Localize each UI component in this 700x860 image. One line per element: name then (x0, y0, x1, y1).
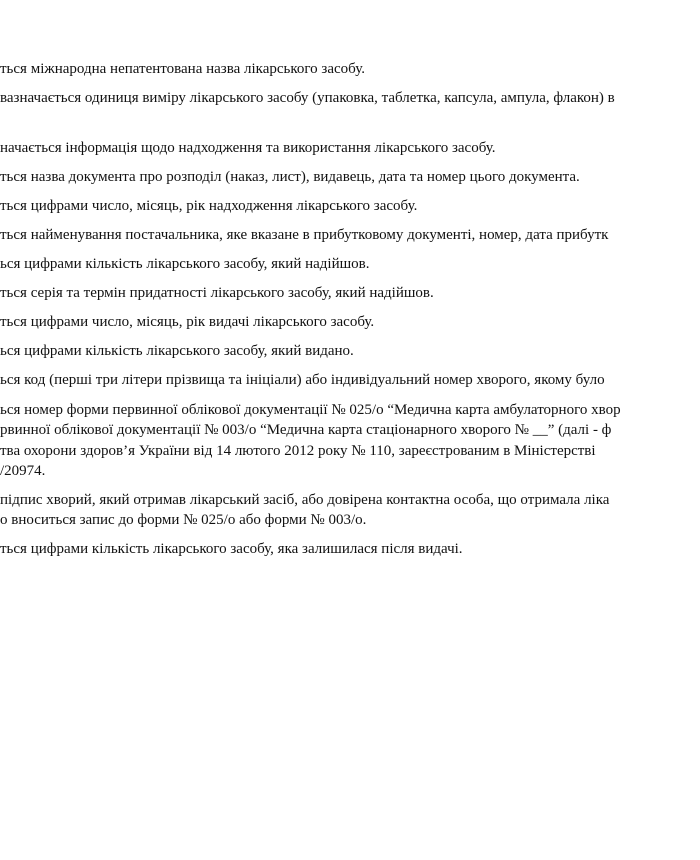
text-line: тва охорони здоров’я України від 14 лютого 2012 року № 110, зареєстрованим в Міністерстві (0, 443, 596, 459)
text-line: ься цифрами кількість лікарського засобу, який надійшов. (0, 256, 370, 272)
text-line: ься цифрами кількість лікарського засобу, який видано. (0, 343, 354, 359)
text-line: ться цифрами число, місяць, рік видачі лікарського засобу. (0, 314, 375, 330)
text-line: /20974. (0, 463, 46, 479)
text-line: рвинної облікової документації № 003/о “Медична карта стаціонарного хворого № __” (далі - ф (0, 422, 612, 438)
text-line: вазначається одиниця виміру лікарського засобу (упаковка, таблетка, капсула, ампула, флакон) в (0, 90, 615, 106)
text-line: о вноситься запис до форми № 025/о або форми № 003/о. (0, 512, 367, 528)
text-line: ться цифрами кількість лікарського засобу, яка залишилася після видачі. (0, 541, 463, 557)
text-line: ься номер форми первинної облікової документації № 025/о “Медична карта амбулаторного хвор (0, 402, 621, 418)
text-line: підпис хворий, який отримав лікарський засіб, або довірена контактна особа, що отримала ліка (0, 492, 610, 508)
text-line: ться міжнародна непатентована назва лікарського засобу. (0, 61, 365, 77)
text-line: начається інформація щодо надходження та використання лікарського засобу. (0, 140, 496, 156)
text-line: ться найменування постачальника, яке вказане в прибутковому документі, номер, дата прибутк (0, 227, 609, 243)
text-line: ься код (перші три літери прізвища та ініціали) або індивідуальний номер хворого, якому було (0, 372, 605, 388)
text-line: ться цифрами число, місяць, рік надходження лікарського засобу. (0, 198, 418, 214)
text-line: ться назва документа про розподіл (наказ, лист), видавець, дата та номер цього документа. (0, 169, 580, 185)
text-line: ться серія та термін придатності лікарського засобу, який надійшов. (0, 285, 434, 301)
